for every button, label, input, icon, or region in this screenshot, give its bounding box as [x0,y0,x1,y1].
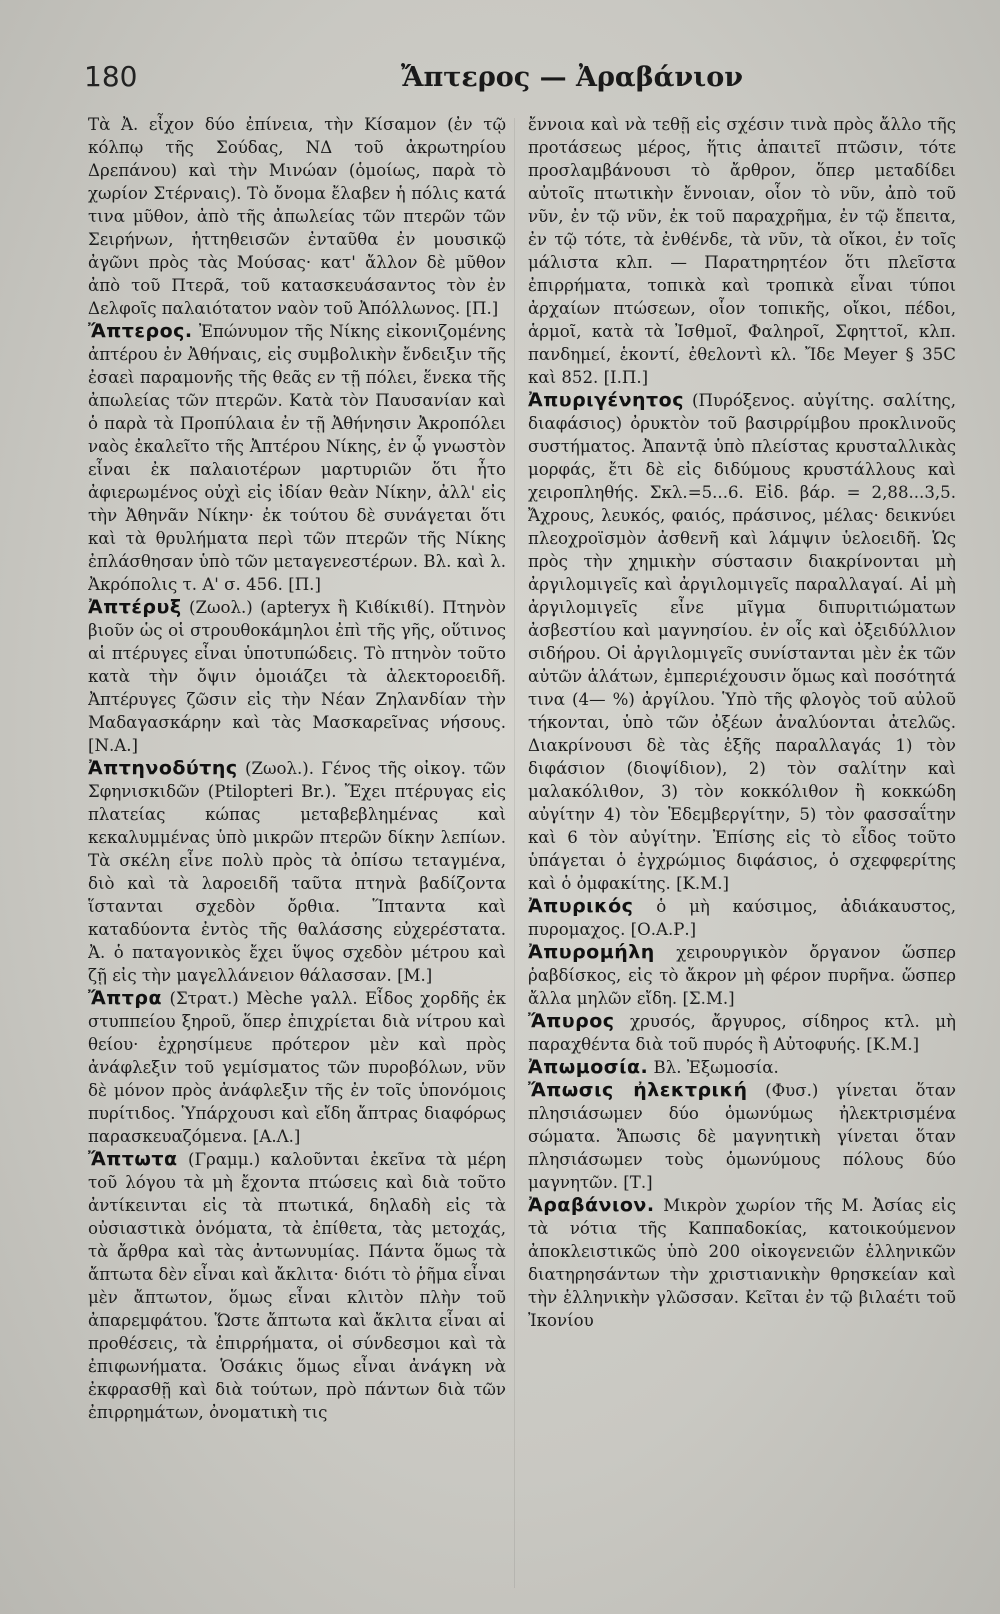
entry-text: (Ζωολ.) (apteryx ἢ Κιϐίκιϐί). Πτηνὸν βιοῦν ὡς οἱ στρουθοκάμηλοι ἐπὶ τῆς γῆς, οὕτινος αἱ πτέρυγες εἶναι ὑποτυπώδεις. Τὸ πτηνὸν τοῦτο κατὰ τὴν ὄψιν ὁμοιάζει τὰ ἀλεκτοροειδῆ. Ἀπτέρυγες ζῶσιν εἰς τὴν Νέαν Ζηλανδίαν τὴν Μαδαγασκάρην καὶ τὰς Μασκαρεῖνας νήσους. [Ν.Α.] [88,598,506,755]
entry-text: Τὰ Ἀ. εἶχον δύο ἐπίνεια, τὴν Κίσαμον (ἐν τῷ κόλπῳ τῆς Σούδας, ΝΔ τοῦ ἀκρωτηρίου Δρεπάνου) καὶ τὴν Μινώαν (ὁμοίως, παρὰ τὸ χωρίον Στέρναις). Τὸ ὄνομα ἔλαβεν ἡ πόλις κατά τινα μῦθον, ἀπὸ τῆς ἀπωλείας τῶν πτερῶν τῶν Σειρήνων, ἡττηθεισῶν ἐνταῦθα ἐν μουσικῷ ἀγῶνι πρὸς τὰς Μούσας· κατ' ἄλλον δὲ μῦθον ἀπὸ τοῦ Πτερᾶ, τοῦ κατασκευάσαντος τὸν ἐν Δελφοῖς παλαιότατον ναὸν τοῦ Ἀπόλλωνος. [Π.] [88,115,506,318]
entry-paragraph [88,596,506,757]
entry-text: χειρουργικὸν ὄργανον ὥσπερ ῥαβδίσκος, εἰς τὸ ἄκρον μὴ φέρον πυρῆνα. ὥσπερ ἄλλα μηλῶν εἴδη. [Σ.Μ.] [528,943,956,1008]
entry-paragraph [88,1148,506,1424]
entry-text: Βλ. Ἐξωμοσία. [648,1058,779,1077]
column-divider [514,118,515,1588]
entry-headword: Ἄπτερος. [88,320,193,342]
entry-headword: Ἀπυριγένητος [528,389,684,411]
left-column [88,113,506,1593]
entry-text: (Ζωολ.). Γένος τῆς οἰκογ. τῶν Σφηνισκιδῶν (Ptilopteri Br.). Ἔχει πτέρυγας εἰς πλατείας κώπας μεταβεβλημένας καὶ κεκαλυμμένας ὑπὸ μικρῶν πτερῶν δίκην λεπίων. Τὰ σκέλη εἶνε πολὺ πρὸς τὰ ὀπίσω τεταγμένα, διὸ καὶ τὰ λαροειδῆ ταῦτα πτηνὰ βαδίζοντα ἵστανται σχεδὸν ὄρθια. Ἵπταντα καὶ καταδύοντα ἐντὸς τῆς θαλάσσης εὐχερέστατα. Ἀ. ὁ παταγονικὸς ἔχει ὕψος σχεδὸν μέτρου καὶ ζῇ εἰς τὴν μαγελλάνειον θάλασσαν. [Μ.] [88,759,506,985]
entry-headword: Ἄπυρος [528,1010,615,1032]
entry-paragraph [528,895,956,941]
running-head: Ἄπτερος — Ἀραβάνιον [401,62,743,93]
page-header [84,56,964,96]
entry-headword: Ἄπτωτα [88,1148,178,1170]
entry-paragraph [528,1194,956,1332]
entry-paragraph [88,757,506,987]
entry-headword: Ἀπτηνοδύτης [88,757,238,779]
entry-headword: Ἄπωσις ἠλεκτρική [528,1079,748,1101]
entry-headword: Ἀπωμοσία. [528,1056,649,1078]
entry-paragraph [528,1010,956,1056]
entry-text: χρυσός, ἄργυρος, σίδηρος κτλ. μὴ παραχθέντα διὰ τοῦ πυρός ἢ Αὐτοφυής. [Κ.Μ.] [528,1012,956,1054]
entry-text: Μικρὸν χωρίον τῆς Μ. Ἀσίας εἰς τὰ νότια τῆς Καππαδοκίας, κατοικούμενον ἀποκλειστικῶς ὑπὸ 200 οἰκογενειῶν ἑλληνικῶν διατηρησάντων τὴν χριστιανικὴν θρησκείαν καὶ τὴν ἑλληνικὴν γλῶσσαν. Κεῖται ἐν τῷ βιλαέτι τοῦ Ἰκονίου [528,1196,956,1330]
entry-headword: Ἀπτέρυξ [88,596,182,618]
entry-text: (Φυσ.) γίνεται ὅταν πλησιάσωμεν δύο ὁμωνύμως ἠλεκτρισμένα σώματα. Ἄπωσις δὲ μαγνητικὴ γίνεται ὅταν πλησιάσωμεν τοὺς ὁμωνύμους πόλους δύο μαγνητῶν. [Τ.] [528,1081,956,1192]
right-column [528,113,956,1593]
entry-paragraph [88,987,506,1148]
page-number: 180 [84,60,138,93]
entry-paragraph [528,389,956,895]
entry-paragraph [528,113,956,389]
entry-text: ἔννοια καὶ νὰ τεθῇ εἰς σχέσιν τινὰ πρὸς ἄλλο τῆς προτάσεως μέρος, ἥτις ἀπαιτεῖ πτῶσιν, τότε προσλαμβάνουσι τὸ ἄρθρον, ὅπερ μεταδίδει αὐτοῖς πτωτικὴν ἔννοιαν, οἷον τὸ νῦν, ἀπὸ τοῦ νῦν, ἐν τῷ νῦν, ἐκ τοῦ παραχρῆμα, ἐν τῷ ἔπειτα, ἐν τῷ τότε, τὰ ἐνθένδε, τὰ νῦν, τὰ οἴκοι, ἐν τοῖς μάλιστα κλπ. — Παρατηρητέον ὅτι πλεῖστα ἐπιρρήματα, τοπικὰ καὶ τροπικὰ εἶναι τύποι ἀρχαίων πτώσεων, οἷον τοπικῆς, οἴκοι, πέδοι, ἁρμοῖ, κατὰ τὰ Ἰσθμοῖ, Φαληροῖ, Σφηττοῖ, κλπ. πανδημεί, ἑκοντί, ἐθελοντὶ κλ. Ἴδε Meyer § 35C καὶ 852. [Ι.Π.] [528,115,956,387]
entry-text: (Στρατ.) Mèche γαλλ. Εἶδος χορδῆς ἐκ στυππείου ξηροῦ, ὅπερ ἐπιχρίεται διὰ νίτρου καὶ θείου· ἐχρησίμευε πρότερον μὲν καὶ πρὸς ἀνάφλεξιν τοῦ γεμίσματος τῶν πυροβόλων, νῦν δὲ μόνον πρὸς ἀνάφλεξιν τῆς ἐν τοῖς ὑπονόμοις πυρίτιδος. Ὑπάρχουσι καὶ εἴδη ἄπτρας διαφόρως παρασκευαζόμενα. [Α.Λ.] [88,989,506,1146]
entry-headword: Ἀπυρομήλη [528,941,655,963]
entry-paragraph [88,320,506,596]
entry-text: (Πυρόξενος. αὐγίτης. σαλίτης, διαφάσιος) ὀρυκτὸν τοῦ βασιρρίμβου προκλινοῦς συστήματος. Ἀπαντᾷ ὑπὸ πλείστας κρυσταλλικὰς μορφάς, ἔτι δὲ εἰς διδύμους κρυστάλλους καὶ χειροπληθής. Σκλ.=5...6. Εἰδ. βάρ. = 2,88...3,5. Ἄχρους, λευκός, φαιός, πράσινος, μέλας· δεικνύει πλεοχροϊσμὸν ἀσθενῆ καὶ λάμψιν ὑελοειδῆ. Ὡς πρὸς τὴν χημικὴν σύστασιν διακρίνονται μὴ ἀργιλομιγεῖς καὶ ἀργιλομιγεῖς παραλλαγαί. Αἱ μὴ ἀργιλομιγεῖς εἶνε μῖγμα διπυριτιώματων ἀσβεστίου καὶ μαγνησίου. ἐν οἷς καὶ ὀξειδύλλιον σιδήρου. Οἱ ἀργιλομιγεῖς συνίστανται μὲν ἐκ τῶν αὐτῶν ἁλάτων, ἐμπεριέχουσιν ὅμως καὶ ποσότητά τινα (4— %) ἀργίλου. Ὑπὸ τῆς φλογὸς τοῦ αὐλοῦ τήκονται, ὑπὸ τῶν ὀξέων ἀναλύονται ἀτελῶς. Διακρίνουσι δὲ τὰς ἑξῆς παραλλαγάς 1) τὸν διφάσιον (διοψίδιον), 2) τὸν σαλίτην καὶ μαλακόλιθον, 3) τὸν κοκκόλιθον ἢ κοκκώδη αὐγίτην 4) τὸν Ἑδεμβεργίτην, 5) τὸν φασσαΐτην καὶ 6 τὸν αὐγίτην. Ἐπίσης εἰς τὸ εἶδος τοῦτο ὑπάγεται ὁ ἐγχρώμιος διφάσιος, ὁ σχεφφερίτης καὶ ὁ ὀμφακίτης. [Κ.Μ.] [528,391,956,893]
entry-paragraph [88,113,506,320]
entry-headword: Ἀραβάνιον. [528,1194,655,1216]
entry-headword: Ἀπυρικός [528,895,634,917]
entry-text: (Γραμμ.) καλοῦνται ἐκεῖνα τὰ μέρη τοῦ λόγου τὰ μὴ ἔχοντα πτώσεις καὶ διὰ τοῦτο ἀντίκεινται εἰς τὰ πτωτικά, δηλαδὴ εἰς τὰ οὐσιαστικὰ ὀνόματα, τὰ ἐπίθετα, τὰς μετοχάς, τὰ ἄρθρα καὶ τὰς ἀντωνυμίας. Πάντα ὅμως τὰ ἄπτωτα δὲν εἶναι καὶ ἄκλιτα· διότι τὸ ῥῆμα εἶναι μὲν ἄπτωτον, ὅμως εἶναι κλιτὸν πλὴν τοῦ ἀπαρεμφάτου. Ὥστε ἄπτωτα καὶ ἄκλιτα εἶναι αἱ προθέσεις, τὰ ἐπιρρήματα, οἱ σύνδεσμοι καὶ τὰ ἐπιφωνήματα. Ὁσάκις ὅμως εἶναι ἀνάγκη νὰ ἐκφρασθῇ καὶ διὰ τούτων, πρὸ πάντων διὰ τῶν ἐπιρρημάτων, ὀνοματικὴ τις [88,1150,506,1422]
entry-paragraph [528,941,956,1010]
entry-text: Ἐπώνυμον τῆς Νίκης εἰκονιζομένης ἀπτέρου ἐν Ἀθήναις, εἰς συμβολικὴν ἔνδειξιν τῆς ἐσαεὶ παραμονῆς τῆς θεᾶς εν τῇ πόλει, ἕνεκα τῆς ἀπωλείας τῶν πτερῶν. Κατὰ τὸν Παυσανίαν καὶ ὁ παρὰ τὰ Προπύλαια ἐν τῇ Ἀθήνησιν Ἀκροπόλει ναὸς ἐκαλεῖτο τῆς Ἀπτέρου Νίκης, ἐν ᾧ γνωστὸν εἶναι ἐκ παλαιοτέρων μαρτυριῶν ὅτι ἦτο ἀφιερωμένος οὐχὶ εἰς ἰδίαν θεὰν Νίκην, ἀλλ' εἰς τὴν Ἀθηνᾶν Νίκην· ἐκ τούτου δὲ συνάγεται ὅτι καὶ τὰ θρυλήματα περὶ τῶν πτερῶν τῆς Νίκης ἐπλάσθησαν ὑπὸ τῶν μεταγενεστέρων. Βλ. καὶ λ. Ἀκρόπολις τ. Α' σ. 456. [Π.] [88,322,506,594]
entry-text: ὁ μὴ καύσιμος, ἀδιάκαυστος, πυρομαχος. [Ο.Α.Ρ.] [528,897,956,939]
entry-paragraph [528,1079,956,1194]
entry-paragraph [528,1056,956,1079]
entry-headword: Ἄπτρα [88,987,163,1009]
